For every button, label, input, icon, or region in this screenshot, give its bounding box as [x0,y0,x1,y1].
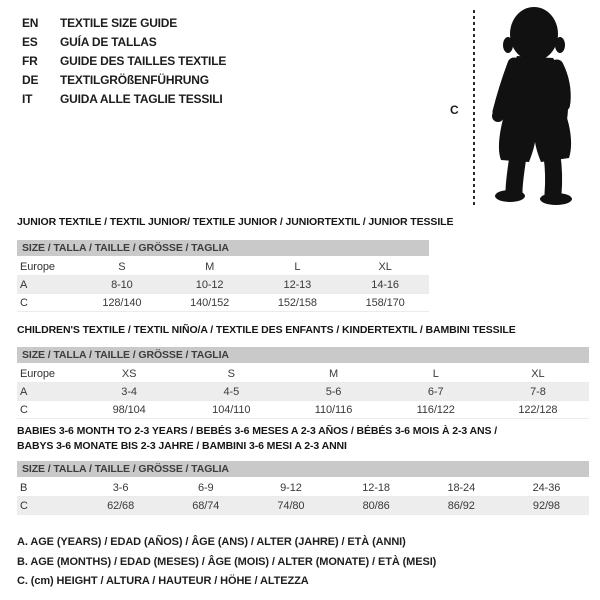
height-measure-label: C [450,103,459,117]
babies-size-table [17,461,589,515]
language-code: FR [22,53,38,68]
note-age-years: A. AGE (YEARS) / EDAD (AÑOS) / ÂGE (ANS) / ALTER (JAHRE) / ETÀ (ANNI) [17,536,406,548]
language-title: TEXTILGRÖßENFÜHRUNG [60,72,209,87]
size-cell: XS [121,367,137,380]
value-cell: 10-12 [195,278,224,291]
babies-table-title [17,424,497,454]
value-cell: 92/98 [532,499,560,512]
value-cell: 116/122 [416,403,455,416]
value-cell: 14-16 [371,278,399,291]
language-code: IT [22,91,33,106]
children-table-title: CHILDREN'S TEXTILE / TEXTIL NIÑO/A / TEXTILE DES ENFANTS / KINDERTEXTIL / BAMBINI TESSILE [17,324,516,336]
size-cell: M [205,260,215,273]
value-cell: 3-6 [112,481,129,494]
value-cell: 158/170 [365,296,405,309]
language-row-it [22,89,226,108]
value-cell: 6-7 [427,385,444,398]
value-cell: 140/152 [190,296,230,309]
value-cell: 68/74 [192,499,220,512]
table-row-europe [17,365,589,383]
table-row-europe [17,258,429,276]
value-cell: 24-36 [532,481,561,494]
value-cell: 4-5 [223,385,240,398]
table-row-age [17,383,589,401]
value-cell: 110/116 [314,403,353,416]
table-row-height [17,401,589,419]
size-cell: S [227,367,235,380]
table-row-height [17,497,589,515]
legend-notes [17,536,436,595]
value-cell: 62/68 [107,499,135,512]
table-row-age-months [17,479,589,497]
value-cell: 104/110 [212,403,251,416]
value-cell: 18-24 [447,481,476,494]
language-title: GUÍA DE TALLAS [60,34,157,49]
value-cell: 12-13 [283,278,312,291]
row-label: C [20,403,28,416]
junior-table-title: JUNIOR TEXTILE / TEXTIL JUNIOR/ TEXTILE JUNIOR / JUNIORTEXTIL / JUNIOR TESSILE [17,216,454,228]
value-cell: 8-10 [111,278,133,291]
value-cell: 152/158 [277,296,317,309]
size-header-bar: SIZE / TALLA / TAILLE / GRÖSSE / TAGLIA [17,347,589,363]
language-title: GUIDE DES TAILLES TEXTILE [60,53,227,68]
babies-title-line1: BABIES 3-6 MONTH TO 2-3 YEARS / BEBÉS 3-6 MESES A 2-3 AÑOS / BÉBÉS 3-6 MOIS À 2-3 ANS / [17,425,498,437]
value-cell: 7-8 [530,385,546,398]
size-cell: M [328,367,339,380]
children-size-table [17,347,589,419]
language-code: ES [22,34,38,49]
size-cell: XL [378,260,392,273]
value-cell: 6-9 [197,481,214,494]
language-code: EN [22,15,39,30]
table-row-height [17,294,429,312]
size-cell: L [432,367,439,380]
value-cell: 9-12 [280,481,302,494]
value-cell: 98/104 [112,403,146,416]
language-row-es [22,32,226,51]
value-cell: 122/128 [518,403,558,416]
row-label: C [20,296,28,309]
size-header-bar: SIZE / TALLA / TAILLE / GRÖSSE / TAGLIA [17,461,589,477]
size-cell: L [294,260,301,273]
language-row-en [22,13,226,32]
note-height-cm: C. (cm) HEIGHT / ALTURA / HAUTEUR / HÖHE / ALTEZZA [17,575,309,587]
language-title: GUIDA ALLE TAGLIE TESSILI [60,91,223,106]
row-label: A [20,385,28,398]
value-cell: 12-18 [362,481,390,494]
baby-silhouette-image [477,4,597,206]
size-cell: S [118,260,126,273]
language-list [22,13,226,108]
value-cell: 5-6 [325,385,342,398]
language-row-fr [22,51,226,70]
value-cell: 128/140 [102,296,142,309]
row-label: C [20,499,28,512]
size-cell: XL [531,367,545,380]
language-code: DE [22,72,39,87]
value-cell: 80/86 [362,499,390,512]
row-label: B [20,481,28,494]
language-row-de [22,70,226,89]
value-cell: 3-4 [121,385,137,398]
value-cell: 74/80 [277,499,305,512]
babies-title-line2: BABYS 3-6 MONATE BIS 2-3 JAHRE / BAMBINI 3-6 MESI A 2-3 ANNI [17,440,347,452]
size-header-bar: SIZE / TALLA / TAILLE / GRÖSSE / TAGLIA [17,240,429,256]
note-age-months: B. AGE (MONTHS) / EDAD (MESES) / ÂGE (MOIS) / ALTER (MONATE) / ETÀ (MESI) [17,555,437,568]
junior-size-table [17,240,429,312]
language-title: TEXTILE SIZE GUIDE [60,15,178,30]
table-row-age [17,276,429,294]
row-label: Europe [20,260,55,273]
height-measure-dashed-line [473,10,475,207]
row-label: A [20,278,28,291]
value-cell: 86/92 [447,499,475,512]
row-label: Europe [20,367,55,380]
